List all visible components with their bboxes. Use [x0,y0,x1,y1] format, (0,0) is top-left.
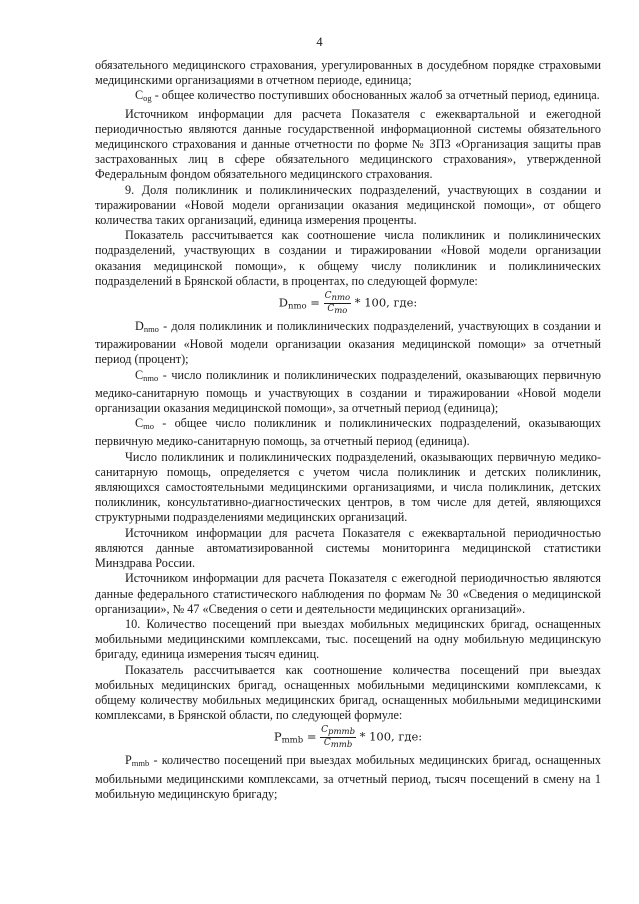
symbol-subscript: og [143,93,152,104]
formula-fraction: $\frac{\text{Cnmo}}{\text{Cmo}}$ [324,291,351,317]
page-number: 4 [316,35,323,49]
paragraph: Показатель рассчитывается как соотношение количества посещений при выездах мобильных медицинских бригад, оснащенных мобильными медицинскими комплексами, к общему количеству мобильных медицинских бригад, оснащенных мобильными медицинскими комплексами, в Брянской области, по следующей формуле: [95,662,601,723]
definition-dnmo: $D_{nmo}$ - доля поликлиник и поликлинических подразделений, участвующих в создании и тиражировании «Новой модели организации оказания медицинской помощи» за отчетный период (процент); [95,319,601,367]
paragraph: Показатель рассчитывается как соотношение числа поликлиник и поликлинических подразделений, участвующих в создании и тиражировании «Новой модели организации оказания медицинской помощи», к общему числу поликлиник и поликлинических подразделений в Брянской области, в процентах, по следующей формуле: [95,228,601,288]
document-body [95,58,601,802]
section-heading-10: 10. Количество посещений при выездах мобильных медицинских бригад, оснащенных мобильными медицинскими комплексами, тыс. посещений на одну мобильную медицинскую бригаду, единица измерения тысяч единиц. [95,616,601,662]
section-heading-9: 9. Доля поликлиник и поликлинических подразделений, участвующих в создании и тиражировании «Новой модели организации оказания медицинской помощи», от общего количества таких организаций, единица измерения проценты. [95,182,601,228]
symbol: С [135,88,144,103]
paragraph: обязательного медицинского страхования, урегулированных в досудебном порядке страховыми медицинскими организациями в отчетном периоде, единица; [95,58,601,88]
paragraph: Источником информации для расчета Показателя с ежегодной периодичностью являются данные федерального статистического наблюдения по формам № 30 «Сведения о медицинской организации», № 47 «Сведения о сети и деятельности медицинских организаций». [95,571,601,616]
definition-c-og [95,88,601,106]
formula-dnmo: $D_{nmo}$ = $\frac{\text{Cnmo}}{\text{Cmo}}$ * 100, где: [278,291,418,317]
formula-pmmb: $P_{mmb}$ = $\frac{\text{Cpmmb}}{\text{Cmmb}}$ * 100, где: [273,725,423,751]
definition-cnmo: $C_{nmo}$ - число поликлиник и поликлинических подразделений, оказывающих первичную медико-санитарную помощь и участвующих в создании и тиражировании «Новой модели организации оказания медицинской помощи», за отчетный период (единица); [95,367,601,416]
definition-pmmb: $P_{mmb}$ - количество посещений при выездах мобильных медицинских бригад, оснащенных мобильными медицинскими комплексами, за отчетный период, тысяч посещений в смену на 1 мобильную медицинскую бригаду; [95,753,601,801]
paragraph: Число поликлиник и поликлинических подразделений, оказывающих первичную медико-санитарную помощь, определяется с учетом числа поликлиник и детских поликлиник, являющихся самостоятельными медицинскими организациями, и числа поликлиник, детских поликлиник, консультативно-диагностических центров, в том числе для детей, являющихся структурными подразделениями медицинских организаций. [95,449,601,525]
paragraph: Источником информации для расчета Показателя с ежеквартальной периодичностью являются данные автоматизированной системы мониторинга медицинской статистики Минздрава России. [95,525,601,571]
paragraph: Источником информации для расчета Показателя с ежеквартальной и ежегодной периодичностью являются данные государственной информационной системы обязательного медицинского страхования и данные отчетности по форме № ЗПЗ «Организация защиты прав застрахованных лиц в сфере обязательного медицинского страхования», утвержденной Федеральным фондом обязательного медицинского страхования. [95,106,601,182]
definition-cmo: $C_{mo}$ - общее число поликлиник и поликлинических подразделений, оказывающих первичную медико-санитарную помощь, за отчетный период (единица). [95,416,601,449]
definition-text: - общее количество поступивших обоснованных жалоб за отчетный период, единица. [151,88,600,103]
formula-fraction: $\frac{\text{Cpmmb}}{\text{Cmmb}}$ [321,725,356,751]
